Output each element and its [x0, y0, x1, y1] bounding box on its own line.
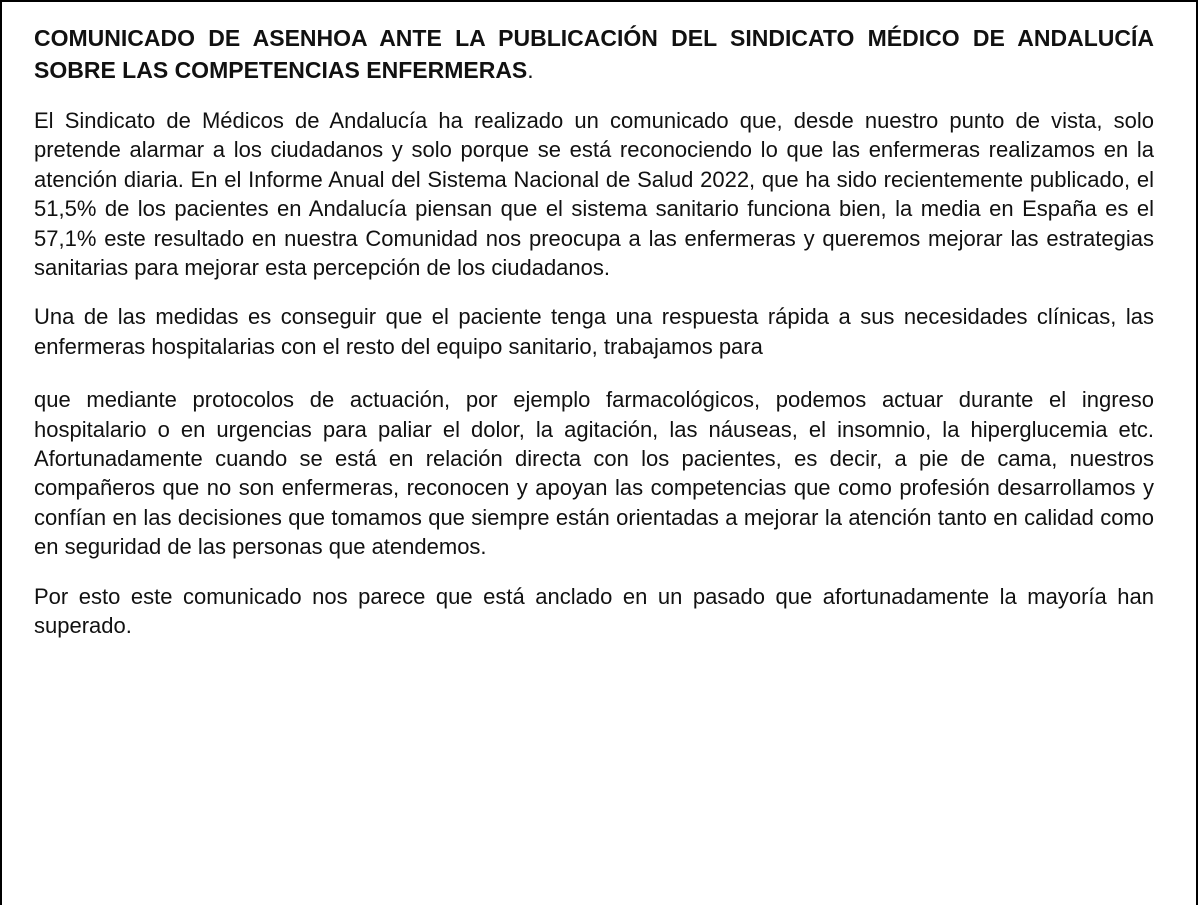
document-content: [34, 22, 1154, 661]
paragraph-3: que mediante protocolos de actuación, por ejemplo farmacológicos, podemos actuar durante el ingreso hospitalario o en urgencias para paliar el dolor, la agitación, las náuseas, el insomnio, la hiperglucemia etc. Afortunadamente cuando se está en relación directa con los pacientes, es decir, a pie de cama, nuestros compañeros que no son enfermeras, reconocen y apoyan las competencias que como profesión desarrollamos y confían en las decisiones que tomamos que siempre están orientadas a mejorar la atención tanto en calidad como en seguridad de las personas que atendemos.: [34, 387, 1154, 560]
paragraph-4: Por esto este comunicado nos parece que está anclado en un pasado que afortunadamente la mayoría han superado.: [34, 583, 1154, 639]
document-title: [34, 22, 1154, 86]
paragraph-1: El Sindicato de Médicos de Andalucía ha realizado un comunicado que, desde nuestro punto de vista, solo pretende alarmar a los ciudadanos y solo porque se está reconociendo lo que las enfermeras realizamos en la atención diaria. En el Informe Anual del Sistema Nacional de Salud 2022, que ha sido recientemente publicado, el 51,5% de los pacientes en Andalucía piensan que el sistema sanitario funciona bien, la media en España es el 57,1% este resultado en nuestra Comunidad nos preocupa a las enfermeras y queremos mejorar las estrategias sanitarias para mejorar esta percepción de los ciudadanos.: [34, 108, 1154, 281]
paragraph-2: Una de las medidas es conseguir que el paciente tenga una respuesta rápida a sus necesidades clínicas, las enfermeras hospitalarias con el resto del equipo sanitario, trabajamos para: [34, 304, 1154, 359]
document-title-text: COMUNICADO DE ASENHOA ANTE LA PUBLICACIÓN DEL SINDICATO MÉDICO DE ANDALUCÍA SOBRE LAS COMPETENCIAS ENFERMERAS: [34, 25, 1154, 83]
document-title-period: .: [527, 57, 534, 83]
